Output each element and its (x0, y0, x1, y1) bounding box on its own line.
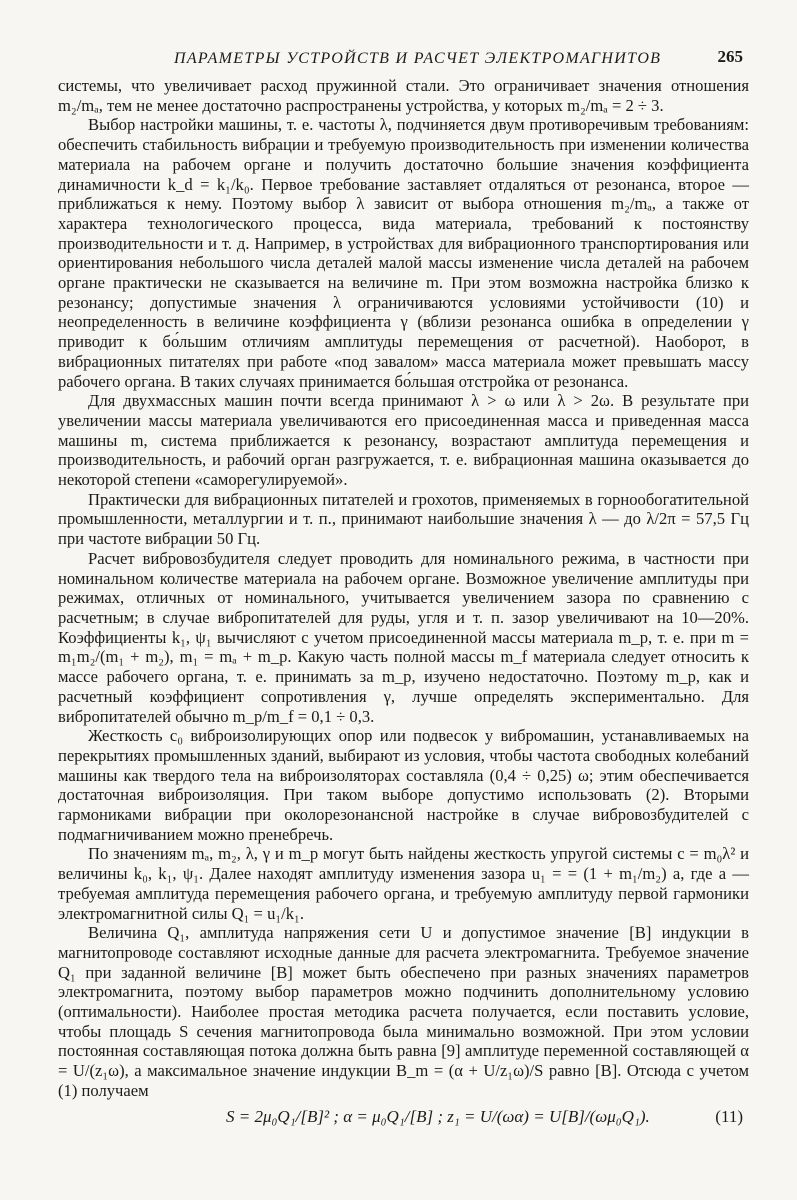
paragraph-5: Расчет вибровозбудителя следует проводить для номинального режима, в частности при номинальном количестве материала на рабочем органе. Возможное увеличение амплитуды при режимах, отличных от номинального, учитывается увеличением зазора по сравнению с расчетным; в случае вибропитателей для руды, угля и т. п. зазор увеличивают на 10—20%. Коэффициенты k₁, ψ₁ вычисляют с учетом присоединенной массы материала m_p, т. е. при m = m₁m₂/(m₁ + m₂), m₁ = mₐ + m_p. Какую часть полной массы m_f материала следует относить к массе рабочего органа, т. е. принимать за m_p, изучено недостаточно. Поэтому m_p, как и расчетный коэффициент сопротивления γ, лучше определять экспериментально. Для вибропитателей обычно m_p/m_f = 0,1 ÷ 0,3. (58, 548, 749, 726)
running-title: ПАРАМЕТРЫ УСТРОЙСТВ И РАСЧЕТ ЭЛЕКТРОМАГНИТОВ (174, 50, 662, 67)
formula-expression: S = 2μ₀Q₁/[B]² ; α = μ₀Q₁/[B] ; z₁ = U/(ωα) = U[B]/(ωμ₀Q₁). (226, 1106, 650, 1126)
formula-11 (58, 1107, 749, 1127)
page-number: 265 (717, 47, 743, 66)
paragraph-8: Величина Q₁, амплитуда напряжения сети U и допустимое значение [B] индукции в магнитопроводе составляют исходные данные для расчета электромагнита. Требуемое значение Q₁ при заданной величине [B] может быть обеспечено при разных значениях параметров электромагнита, поэтому выбор параметров можно подчинить дополнительному условию (оптимальности). Наиболее простая методика расчета получается, если поставить условие, чтобы площадь S сечения магнитопровода была минимально возможной. При этом условии постоянная составляющая потока должна быть равна [9] амплитуде переменной составляющей α = U/(z₁ω), а максимальное значение индукции B_m = (α + U/z₁ω)/S равно [B]. Отсюда с учетом (1) получаем (58, 923, 749, 1100)
paragraph-6: Жесткость c₀ виброизолирующих опор или подвесок у вибромашин, устанавливаемых на перекрытиях промышленных зданий, выбирают из условия, чтобы частота свободных колебаний машины как твердого тела на виброизоляторах составляла (0,4 ÷ 0,25) ω; этим обеспечивается достаточная виброизоляция. При таком выборе допустимо использовать (2). Вторыми гармониками вибрации при околорезонансной настройке в случае вибровозбудителей с подмагничиванием можно пренебречь. (58, 726, 749, 844)
paragraph-2: Выбор настройки машины, т. е. частоты λ, подчиняется двум противоречивым требованиям: обеспечить стабильность вибрации и требуемую производительность при изменении количества материала на рабочем органе и получить достаточно большие значения коэффициента динамичности k_d = k₁/k₀. Первое требование заставляет отдаляться от резонанса, второе — приближаться к нему. Поэтому выбор λ зависит от выбора отношения m₂/mₐ, а также от характера технологического процесса, вида материала, требований к постоянству производительности и т. д. Например, в устройствах для вибрационного транспортирования или ориентирования небольшого числа деталей малой массы изменение числа деталей на рабочем органе практически не сказывается на величине m. При этом возможна настройка близко к резонансу; допустимые значения λ ограничиваются условиями устойчивости (10) и неопределенность в величине коэффициента γ (вблизи резонанса ошибка в определении γ приводит к бо́льшим отличиям амплитуды перемещения от расчетной). Наоборот, в вибрационных питателях при работе «под завалом» масса материала может превышать массу рабочего органа. В таких случаях принимается бо́льшая отстройка от резонанса. (58, 115, 749, 391)
body-text (58, 76, 749, 1126)
paragraph-4: Практически для вибрационных питателей и грохотов, применяемых в горнообогатительной промышленности, металлургии и т. п., принимают наибольшие значения λ — до λ/2π = 57,5 Гц при частоте вибрации 50 Гц. (58, 489, 749, 549)
paragraph-1: системы, что увеличивает расход пружинной стали. Это ограничивает значения отношения m₂/mₐ, тем не менее достаточно распространены устройства, у которых m₂/mₐ = 2 ÷ 3. (58, 76, 749, 115)
paragraph-3: Для двухмассных машин почти всегда принимают λ > ω или λ > 2ω. В результате при увеличении массы материала увеличиваются его присоединенная масса и приведенная масса машины m, система приближается к резонансу, возрастают амплитуда перемещения и производительность, и рабочий орган разгружается, т. е. вибрационная машина оказывается до некоторой степени «саморегулируемой». (58, 391, 749, 490)
formula-number: (11) (715, 1106, 743, 1126)
page-header (58, 40, 749, 76)
paragraph-7: По значениям mₐ, m₂, λ, γ и m_p могут быть найдены жесткость упругой системы c = m₀λ² и величины k₀, k₁, ψ₁. Далее находят амплитуду изменения зазора u₁ = = (1 + m₁/m₂) a, где a — требуемая амплитуда перемещения рабочего органа, и требуемую амплитуду первой гармоники электромагнитной силы Q₁ = u₁/k₁. (58, 844, 749, 923)
